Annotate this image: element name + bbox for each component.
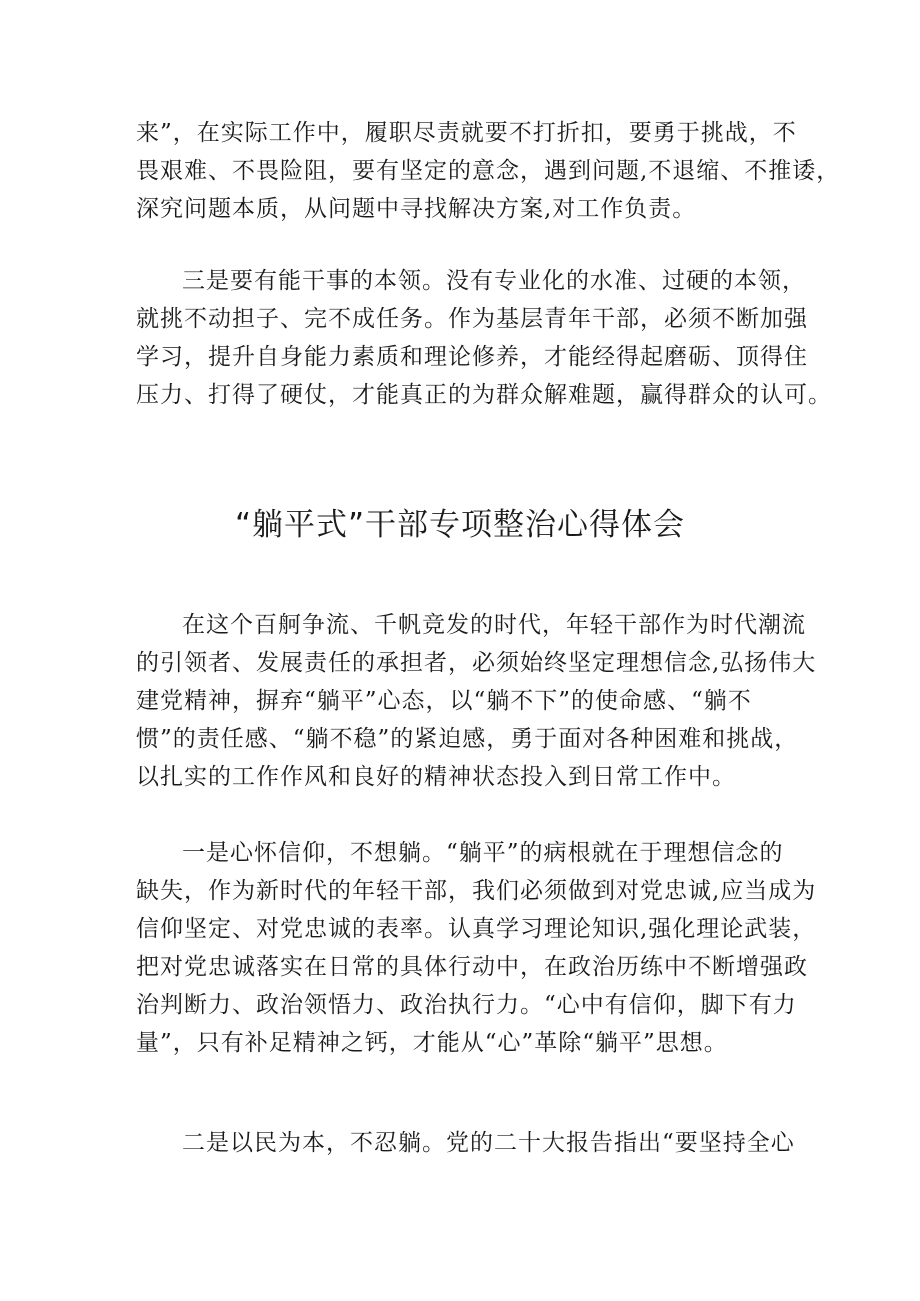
text-line: 信仰坚定、对党忠诚的表率。认真学习理论知识,强化理论武装， [136,916,817,942]
text-line: 就挑不动担子、完不成任务。作为基层青年干部，必须不断加强 [136,306,808,332]
paragraph-point-two [136,1124,806,1162]
text-line: 惯”的责任感、“躺不稳”的紧迫感，勇于面对各种困难和挑战， [136,726,799,752]
intro-paragraph [136,606,817,796]
text-line: 治判断力、政治领悟力、政治执行力。“心中有信仰，脚下有力 [136,992,797,1018]
continued-paragraph [136,114,841,228]
paragraph-point-three [136,262,832,414]
text-line: 建党精神，摒弃“躺平”心态，以“躺不下”的使命感、“躺不 [136,688,752,714]
paragraph-point-one [136,834,817,1062]
text-line: 的引领者、发展责任的承担者，必须始终坚定理想信念,弘扬伟大 [136,650,817,676]
text-line: 三是要有能干事的本领。没有专业化的水准、过硬的本领， [182,268,806,294]
text-line: 深究问题本质，从问题中寻找解决方案,对工作负责。 [136,196,697,222]
text-line: 一是心怀信仰，不想躺。“躺平”的病根就在于理想信念的 [182,840,784,866]
text-line: 学习，提升自身能力素质和理论修养，才能经得起磨砺、顶得住 [136,344,808,370]
text-line: 以扎实的工作作风和良好的精神状态投入到日常工作中。 [136,764,736,790]
text-line: 来”，在实际工作中，履职尽责就要不打折扣，要勇于挑战，不 [136,120,797,146]
text-line: 二是以民为本，不忍躺。党的二十大报告指出“要坚持全心 [182,1130,795,1156]
text-line: 把对党忠诚落实在日常的具体行动中，在政治历练中不断增强政 [136,954,808,980]
text-line: 缺失，作为新时代的年轻干部，我们必须做到对党忠诚,应当成为 [136,878,817,904]
text-line: 畏艰难、不畏险阻，要有坚定的意念，遇到问题,不退缩、不推诿， [136,158,841,184]
text-line: 压力、打得了硬仗，才能真正的为群众解难题，赢得群众的认可。 [136,382,832,408]
text-line: 量”，只有补足精神之钙，才能从“心”革除“躺平”思想。 [136,1030,728,1056]
text-line: 在这个百舸争流、千帆竞发的时代，年轻干部作为时代潮流 [182,612,806,638]
article-title: “躺平式”干部专项整治心得体会 [234,507,686,543]
